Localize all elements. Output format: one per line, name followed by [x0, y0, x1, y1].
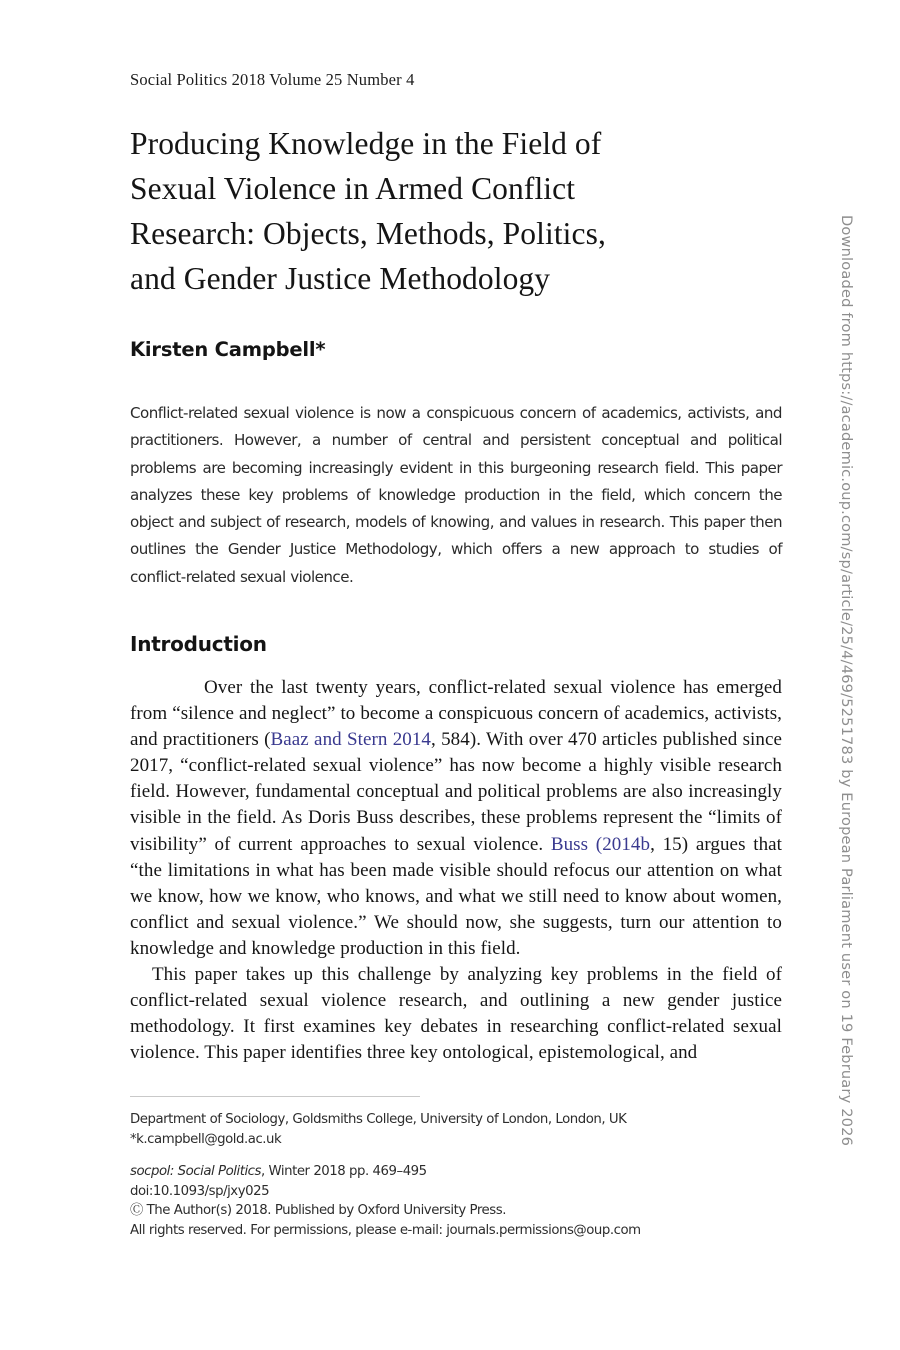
journal-running-head: Social Politics 2018 Volume 25 Number 4: [130, 70, 415, 89]
copyright-block: [130, 1162, 750, 1240]
journal-citation-line: [130, 1162, 750, 1182]
journal-citation-rest: , Winter 2018 pp. 469–495: [260, 1164, 427, 1179]
paragraph-1: [130, 675, 782, 962]
title-line-4: and Gender Justice Methodology: [130, 261, 551, 296]
author-name: Kirsten Campbell*: [130, 338, 326, 361]
title-line-1: Producing Knowledge in the Field of: [130, 126, 602, 161]
paragraph-2: This paper takes up this challenge by analyzing key problems in the field of conflict-related sexual violence research, and outlining a new gender justice methodology. It first examines key debates in researching conflict-related sexual violence. This paper identifies three key ontological, epistemological, and: [130, 964, 782, 1064]
affiliation-text: Department of Sociology, Goldsmiths College, University of London, London, UK: [130, 1112, 627, 1127]
paragraph-1-text-a: Over the last twenty years, conflict-related sexual violence has emerged from “silence and neglect” to become a conspicuous concern of academics, activists, and practitioners (: [130, 677, 782, 751]
journal-citation-prefix: socpol: Social Politics: [130, 1164, 261, 1179]
author-email[interactable]: *k.campbell@gold.ac.uk: [130, 1131, 282, 1147]
footnote-divider: [130, 1096, 420, 1097]
author-affiliation-block: [130, 1110, 730, 1149]
paragraph-1-text-b: , 584). With over 470 articles published since 2017, “conflict-related sexual violence” has now become a highly visible research field. However, fundamental conceptual and political problems are also increasingly visible in the field. As Doris Buss describes, these problems represent the “limits of visibility” of current approaches to sexual violence.: [130, 729, 782, 855]
page-title: [130, 121, 750, 301]
download-watermark-text: Downloaded from https://academic.oup.com/sp/article/25/4/469/5251783 by European Parliament user on 19 February 2026: [838, 215, 855, 1147]
title-line-3: Research: Objects, Methods, Politics,: [130, 216, 606, 251]
citation-link-baaz-stern-2014[interactable]: Baaz and Stern 2014: [270, 729, 432, 751]
abstract-text: Conflict-related sexual violence is now a conspicuous concern of academics, activists, and practitioners. However, a number of central and persistent conceptual and political problems are becoming increasingly evident in this burgeoning research field. This paper analyzes these key problems of knowledge production in the field, which concern the object and subject of research, models of knowing, and values in research. This paper then outlines the Gender Justice Methodology, which offers a new approach to studies of conflict-related sexual violence.: [130, 404, 782, 586]
body-content: [130, 675, 782, 1066]
rights-notice: All rights reserved. For permissions, please e-mail: journals.permissions@oup.com: [130, 1222, 641, 1238]
citation-link-buss-2014b[interactable]: Buss (2014b: [550, 833, 651, 855]
doi-text: doi:10.1093/sp/jxy025: [130, 1183, 270, 1199]
title-line-2: Sexual Violence in Armed Conflict: [130, 171, 576, 206]
copyright-notice: Ⓒ The Author(s) 2018. Published by Oxford University Press.: [130, 1203, 506, 1219]
paragraph-1-text-c: , 15) argues that “the limitations in what has been made visible should refocus our attention on what we know, how we know, who knows, and what we still need to know about women, conflict and sexual violence.” We should now, she suggests, turn our attention to knowledge and knowledge production in this field.: [130, 833, 783, 959]
section-heading-introduction: Introduction: [130, 632, 267, 656]
